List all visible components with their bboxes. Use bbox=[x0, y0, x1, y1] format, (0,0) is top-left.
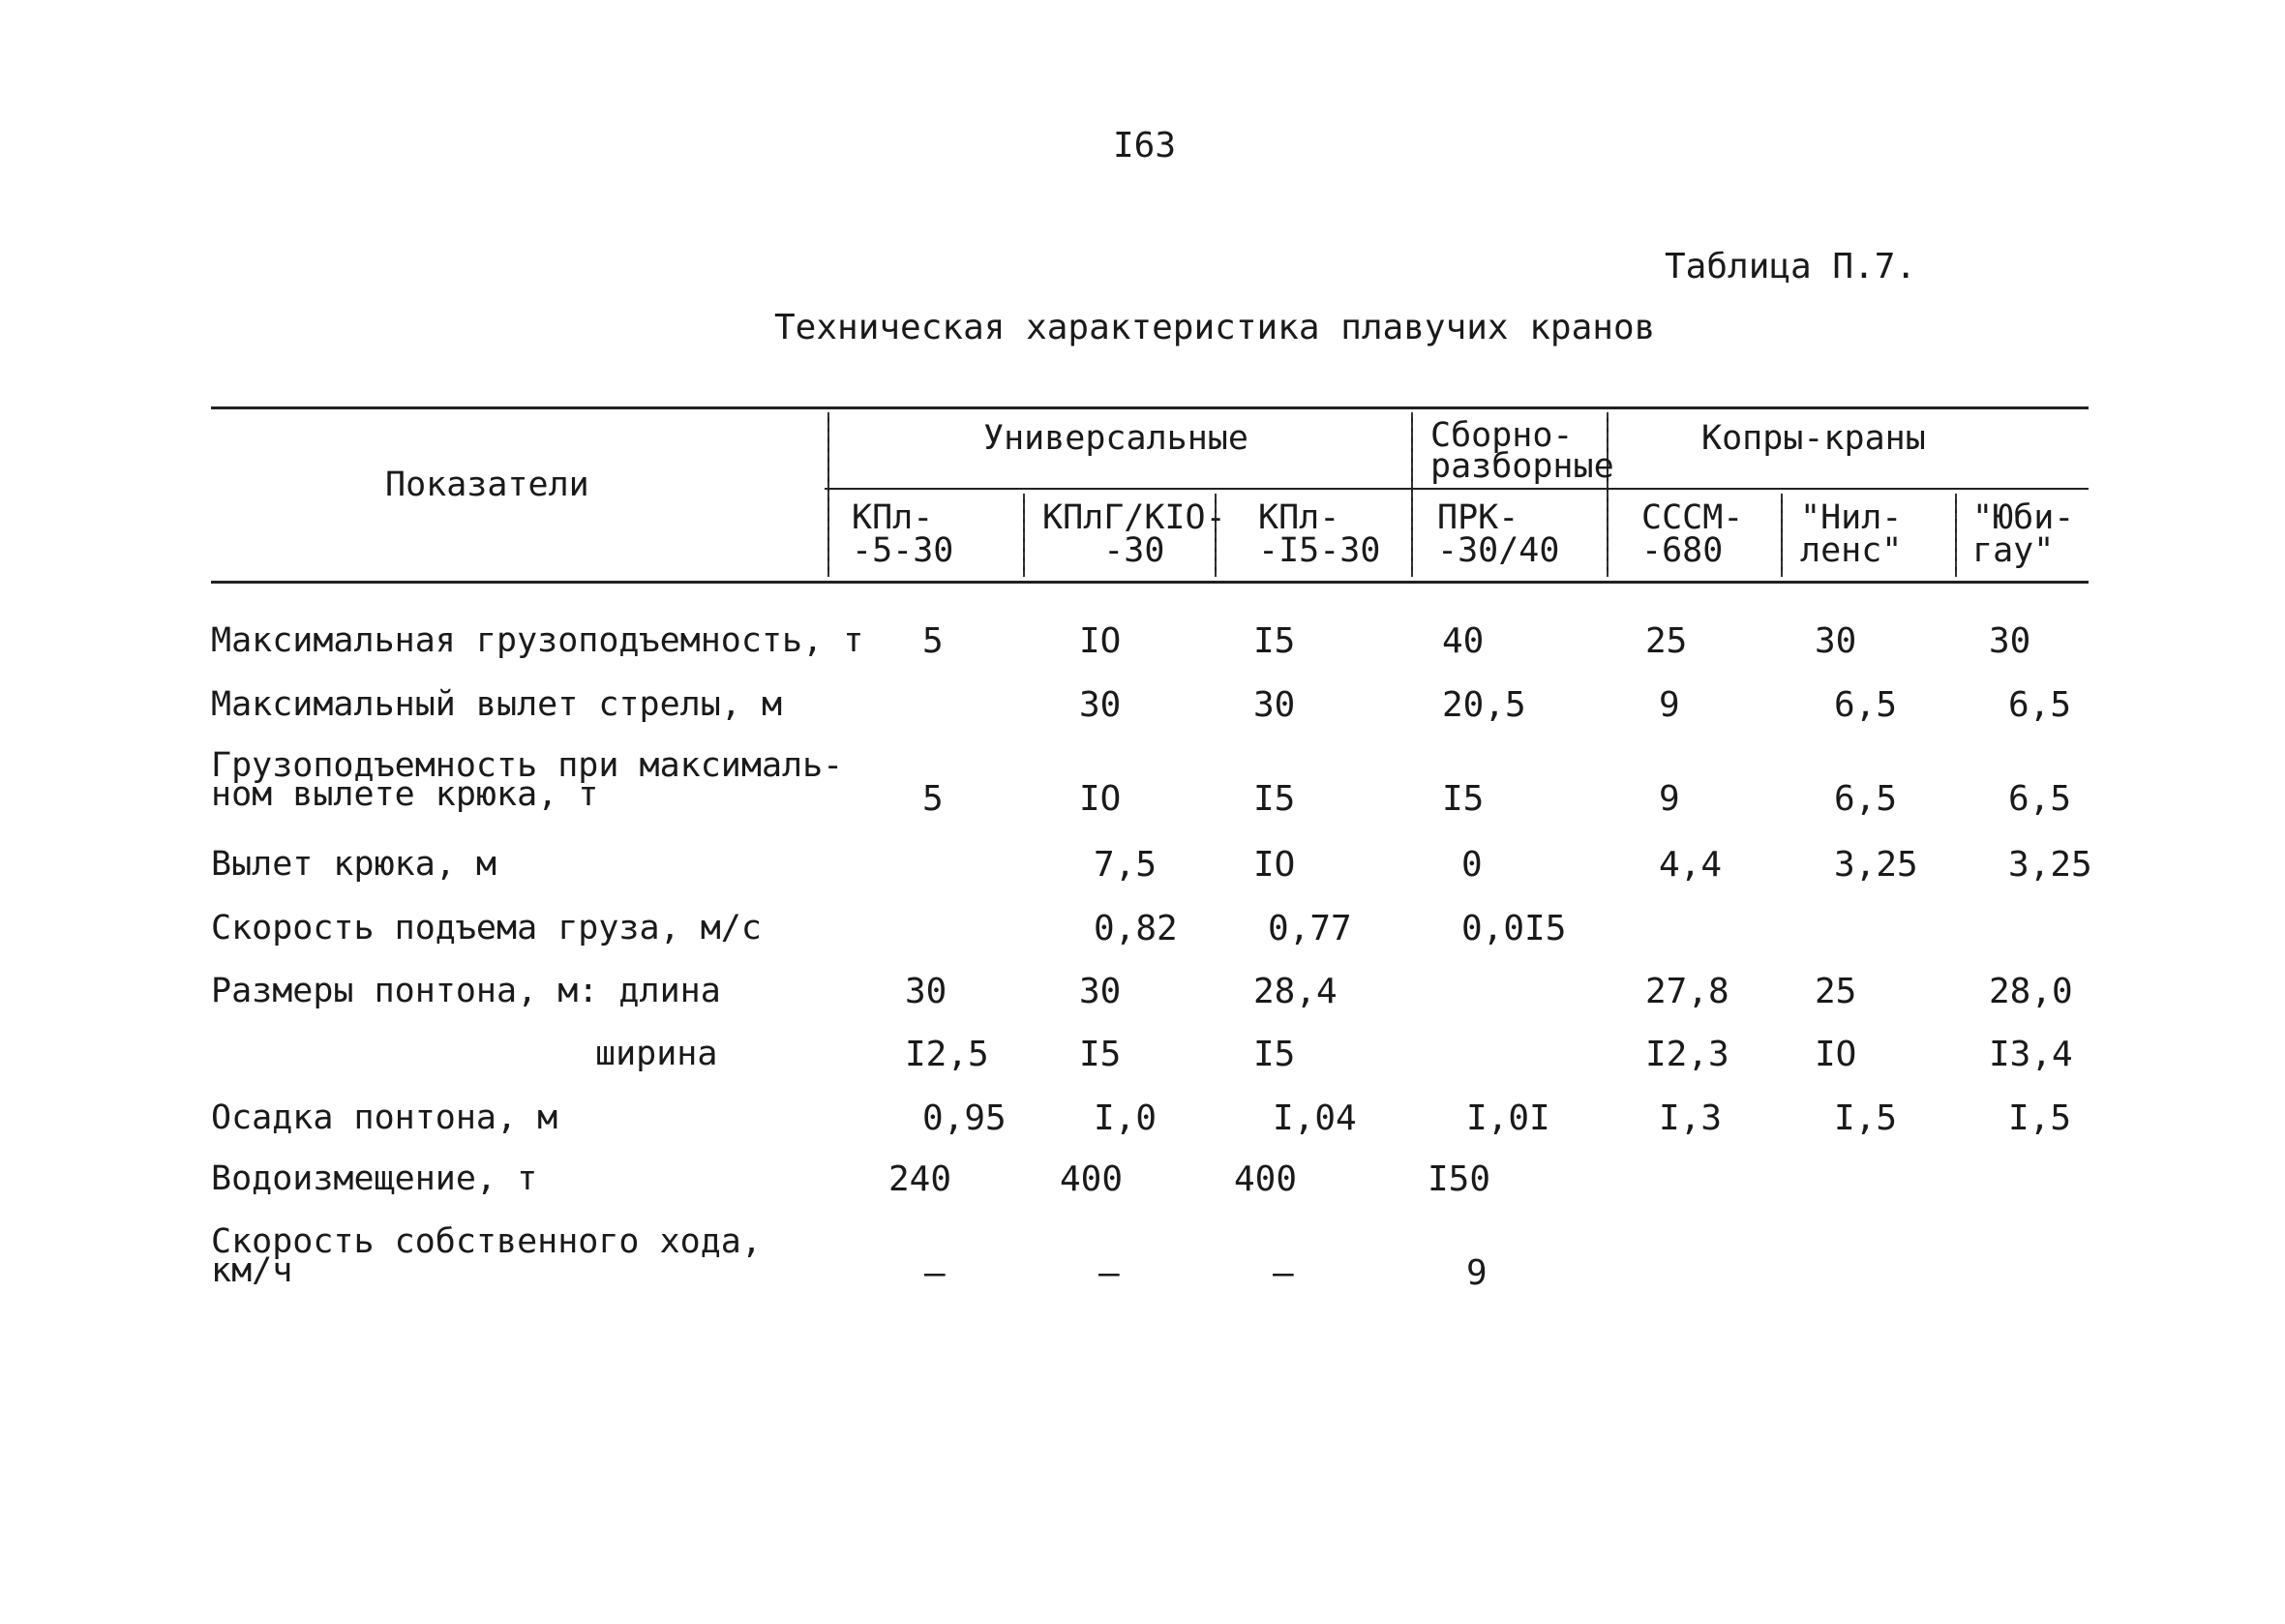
table-cell: 6,5 bbox=[2008, 779, 2072, 819]
table-cell: 6,5 bbox=[1834, 779, 1898, 819]
table-cell: I50 bbox=[1428, 1159, 1491, 1199]
table-cell: I2,5 bbox=[905, 1035, 989, 1074]
header-group-rule bbox=[825, 488, 2089, 490]
header-separator bbox=[827, 412, 829, 577]
table-top-rule bbox=[211, 406, 2089, 409]
table-cell: I,0 bbox=[1094, 1098, 1158, 1138]
row-label: ширина bbox=[595, 1035, 718, 1073]
table-cell: I,3 bbox=[1659, 1098, 1723, 1138]
table-cell: 28,0 bbox=[1989, 972, 2073, 1011]
table-cell: 4,4 bbox=[1659, 845, 1723, 885]
table-cell: 3,25 bbox=[2008, 845, 2092, 885]
header-col-yubigau: "Юби- гау" bbox=[1972, 498, 2075, 570]
table-cell: 7,5 bbox=[1094, 845, 1158, 885]
table-cell: IO bbox=[1079, 621, 1122, 661]
table-cell: 25 bbox=[1815, 972, 1857, 1011]
table-cell: I5 bbox=[1253, 621, 1296, 661]
header-bottom-rule bbox=[211, 581, 2089, 584]
table-cell: I,5 bbox=[2008, 1098, 2072, 1138]
table-cell: I3,4 bbox=[1989, 1035, 2073, 1074]
table-cell: 30 bbox=[1079, 685, 1122, 725]
table-cell: IO bbox=[1079, 779, 1122, 819]
table-cell: 0,95 bbox=[922, 1098, 1007, 1138]
row-label: Размеры понтона, м: длина bbox=[211, 972, 721, 1010]
table-cell: I,0I bbox=[1466, 1098, 1550, 1138]
table-cell: 25 bbox=[1645, 621, 1688, 661]
table-cell: I5 bbox=[1079, 1035, 1122, 1074]
table-label: Таблица П.7. bbox=[1665, 247, 1917, 286]
header-group-universal: Универсальные bbox=[983, 419, 1248, 458]
table-cell: – bbox=[1273, 1253, 1294, 1293]
row-label: Максимальный вылет стрелы, м bbox=[211, 685, 783, 724]
row-label: Максимальная грузоподъемность, т bbox=[211, 621, 864, 660]
header-separator bbox=[1781, 494, 1783, 577]
table-cell: 5 bbox=[922, 621, 944, 661]
table-cell: 9 bbox=[1659, 685, 1680, 725]
table-cell: I,5 bbox=[1834, 1098, 1898, 1138]
table-cell: 240 bbox=[888, 1159, 952, 1199]
table-cell: – bbox=[1098, 1253, 1120, 1293]
table-cell: – bbox=[924, 1253, 946, 1293]
table-cell: 400 bbox=[1060, 1159, 1124, 1199]
header-separator bbox=[1411, 412, 1413, 577]
header-col-nillens: "Нил- ленс" bbox=[1800, 498, 1903, 570]
table-cell: I,04 bbox=[1273, 1098, 1357, 1138]
header-col-kplg-k10-30: КПлГ/КIO- -30 bbox=[1042, 498, 1226, 570]
table-cell: I5 bbox=[1442, 779, 1485, 819]
table-cell: I5 bbox=[1253, 779, 1296, 819]
row-label: Скорость подъема груза, м/с bbox=[211, 909, 762, 947]
header-indicators: Показатели bbox=[385, 466, 589, 504]
table-cell: 6,5 bbox=[2008, 685, 2072, 725]
table-cell: 30 bbox=[1989, 621, 2031, 661]
table-cell: 30 bbox=[1815, 621, 1857, 661]
table-cell: 3,25 bbox=[1834, 845, 1918, 885]
row-label: Водоизмещение, т bbox=[211, 1159, 538, 1198]
row-label: Осадка понтона, м bbox=[211, 1098, 558, 1137]
table-cell: 28,4 bbox=[1253, 972, 1338, 1011]
table-cell: 9 bbox=[1659, 779, 1680, 819]
header-col-kpl-5-30: КПл- -5-30 bbox=[852, 498, 954, 570]
header-group-collapsible: Сборно- разборные bbox=[1430, 416, 1614, 486]
header-col-prk-30-40: ПРК- -30/40 bbox=[1437, 498, 1560, 570]
table-cell: 0,82 bbox=[1094, 909, 1178, 948]
table-cell: I2,3 bbox=[1645, 1035, 1729, 1074]
table-cell: 9 bbox=[1466, 1253, 1488, 1293]
table-cell: 5 bbox=[922, 779, 944, 819]
header-col-kpl-15-30: КПл- -I5-30 bbox=[1258, 498, 1381, 570]
header-separator bbox=[1955, 494, 1957, 577]
header-group-pile-cranes: Копры-краны bbox=[1701, 419, 1926, 458]
table-cell: 40 bbox=[1442, 621, 1485, 661]
table-cell: 30 bbox=[1253, 685, 1296, 725]
table-title: Техническая характеристика плавучих кранов bbox=[774, 308, 1656, 347]
table-cell: IO bbox=[1253, 845, 1296, 885]
table-cell: 30 bbox=[1079, 972, 1122, 1011]
header-col-sssm-680: СССМ- -680 bbox=[1641, 498, 1744, 570]
header-separator bbox=[1023, 494, 1025, 577]
table-cell: IO bbox=[1815, 1035, 1857, 1074]
row-label: Грузоподъемность при максималь- ном вылете крюка, т bbox=[211, 746, 844, 814]
table-cell: 400 bbox=[1234, 1159, 1298, 1199]
row-label: Скорость собственного хода, км/ч bbox=[211, 1222, 762, 1290]
table-cell: 30 bbox=[905, 972, 947, 1011]
row-label: Вылет крюка, м bbox=[211, 845, 497, 884]
table-cell: 6,5 bbox=[1834, 685, 1898, 725]
table-cell: 0,0I5 bbox=[1461, 909, 1567, 948]
table-cell: I5 bbox=[1253, 1035, 1296, 1074]
page-number: I63 bbox=[1113, 126, 1177, 165]
table-cell: 20,5 bbox=[1442, 685, 1526, 725]
table-cell: 0 bbox=[1461, 845, 1483, 885]
table-cell: 27,8 bbox=[1645, 972, 1729, 1011]
table-cell: 0,77 bbox=[1268, 909, 1352, 948]
